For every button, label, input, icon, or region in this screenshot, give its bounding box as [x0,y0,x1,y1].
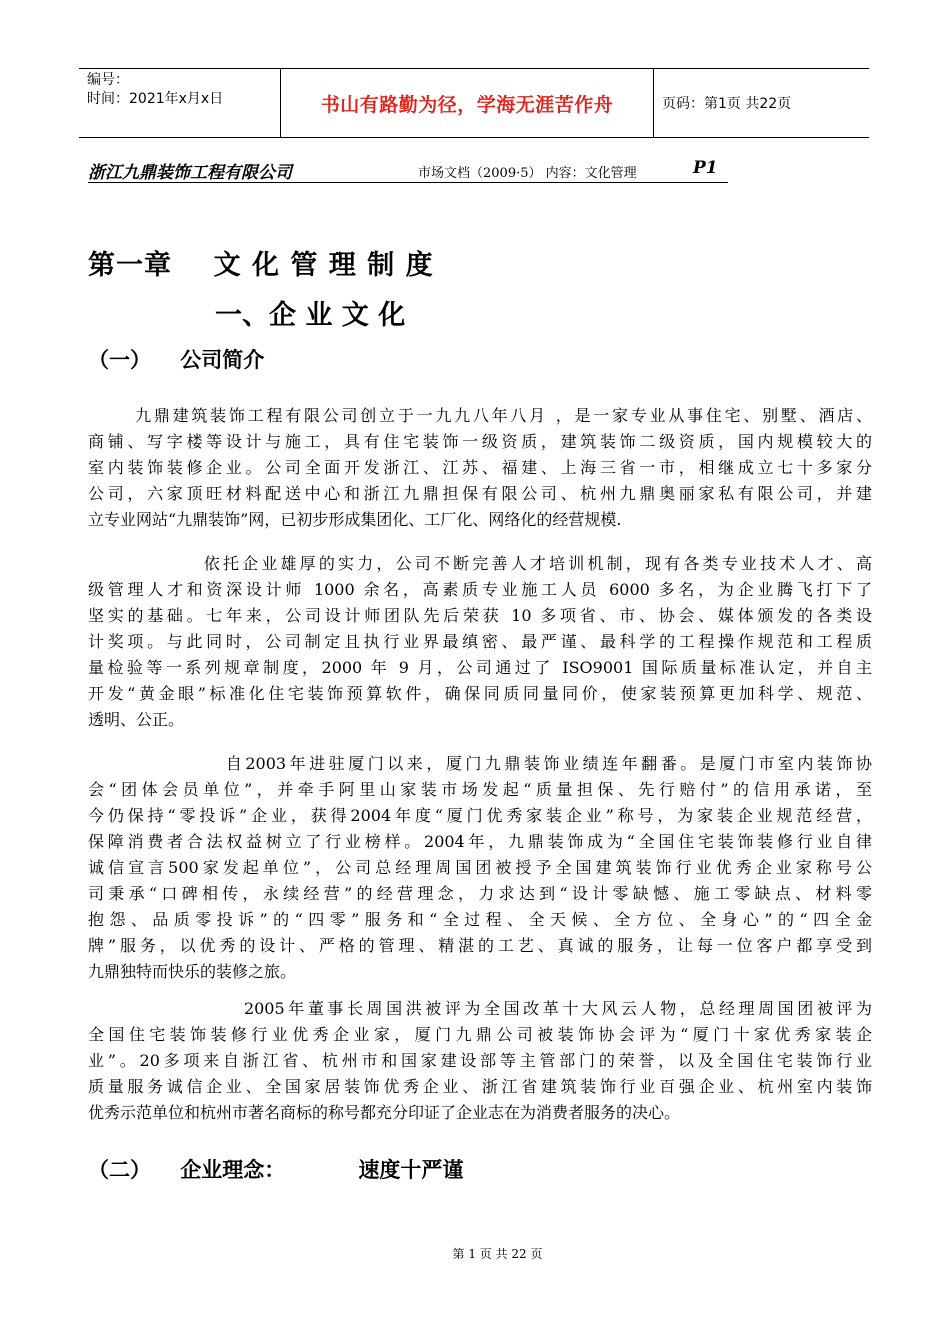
paragraph-honors [88,996,872,1126]
header-info-table [79,68,869,138]
paragraph-line: 司秉承“口碑相传，永续经营”的经营理念，力求达到“设计零缺憾、施工零缺点、材料零 [88,884,872,903]
motto-cell [281,69,654,137]
paragraph-line: 今仍保持“零投诉”企业，获得2004年度“厦门优秀家装企业”称号，为家装企业规范经营， [88,806,872,825]
paragraph-line: 开发“黄金眼”标准化住宅装饰预算软件，确保同质同量同价，使家装预算更加科学、规范、 [88,684,872,703]
page-footer: 第 1 页 共 22 页 [452,1247,543,1261]
paragraph-line: 立专业网站“九鼎装饰”网，已初步形成集团化、工厂化、网络化的经营规模. [88,510,622,529]
chapter-title: 第一章 文 化 管 理 制 度 [88,250,434,281]
company-name: 浙江九鼎装饰工程有限公司 [88,163,292,183]
paragraph-line: 牌”服务，以优秀的设计、严格的管理、精湛的工艺、真诚的服务，让每一位客户都享受到 [88,936,872,955]
paragraph-line: 诚信宣言500家发起单位”，公司总经理周国团被授予全国建筑装饰行业优秀企业家称号公 [88,858,872,877]
document-meta-cell [79,69,281,137]
paragraph-line: 商铺、写字楼等设计与施工，具有住宅装饰一级资质，建筑装饰二级资质，国内规模较大的 [88,432,872,451]
paragraph-line: 业”。20多项来自浙江省、杭州市和国家建设部等主管部门的荣誉，以及全国住宅装饰行业 [88,1051,872,1070]
paragraph-line: 室内装饰装修企业。公司全面开发浙江、江苏、福建、上海三省一市，相继成立七十多家分 [88,458,872,477]
paragraph-line: 优秀示范单位和杭州市著名商标的称号都充分印证了企业志在为消费者服务的决心。 [88,1103,681,1122]
document-time-label: 时间：2021年x月x日 [87,91,224,107]
paragraph-line: 坚实的基础。七年来，公司设计师团队先后荣获 10 多项省、市、协会、媒体颁发的各类设 [88,606,872,625]
document-number-label: 编号： [87,72,129,88]
document-info: 市场文档（2009·5） 内容：文化管理 [418,166,637,181]
paragraph-xiamen [88,751,872,985]
motto-text: 书山有路勤为径，学海无涯苦作舟 [320,93,614,116]
paragraph-talent [88,551,872,733]
paragraph-line: 保障消费者合法权益树立了行业榜样。2004年，九鼎装饰成为“全国住宅装饰装修行业自律 [88,832,872,851]
page-marker: P1 [693,158,718,178]
paragraph-line: 级管理人才和资深设计师 1000 余名，高素质专业施工人员 6000 多名，为企业腾飞打下了 [88,580,872,599]
paragraph-line: 计奖项。与此同时，公司制定且执行业界最缜密、最严谨、最科学的工程操作规范和工程质 [88,632,872,651]
paragraph-line: 自2003年进驻厦门以来，厦门九鼎装饰业绩连年翻番。是厦门市室内装饰协 [88,754,872,773]
paragraph-line: 依托企业雄厚的实力，公司不断完善人才培训机制，现有各类专业技术人才、高 [88,554,872,573]
subsection-title-company-intro: （一） 公司简介 [88,348,265,372]
paragraph-line: 九鼎建筑装饰工程有限公司创立于一九九八年八月 ，是一家专业从事住宅、别墅、酒店、 [88,406,872,425]
section-title: 一、企 业 文 化 [215,300,406,331]
paragraph-line: 会“团体会员单位”，并牵手阿里山家装市场发起“质量担保、先行赔付”的信用承诺，至 [88,780,872,799]
paragraph-line: 量检验等一系列规章制度，2000 年 9 月，公司通过了 ISO9001 国际质量标准认定，并自主 [88,658,872,677]
page-info-text: 页码：第1页 共22页 [662,96,792,112]
paragraph-company-intro [88,403,872,533]
paragraph-line: 2005年董事长周国洪被评为全国改革十大风云人物，总经理周国团被评为 [88,999,872,1018]
paragraph-line: 全国住宅装饰装修行业优秀企业家，厦门九鼎公司被装饰协会评为“厦门十家优秀家装企 [88,1025,872,1044]
running-header [88,158,728,183]
paragraph-line: 透明、公正。 [88,710,185,729]
paragraph-line: 质量服务诚信企业、全国家居装饰优秀企业、浙江省建筑装饰行业百强企业、杭州室内装饰 [88,1077,872,1096]
page-info-cell [654,69,869,137]
subsection-title-philosophy: （二） 企业理念： 速度十严谨 [88,1158,464,1182]
paragraph-line: 抱怨、品质零投诉”的“四零”服务和“全过程、全天候、全方位、全身心”的“四全金 [88,910,872,929]
paragraph-line: 公司，六家顶旺材料配送中心和浙江九鼎担保有限公司、杭州九鼎奥丽家私有限公司，并建 [88,484,872,503]
paragraph-line: 九鼎独特而快乐的装修之旅。 [88,962,297,981]
